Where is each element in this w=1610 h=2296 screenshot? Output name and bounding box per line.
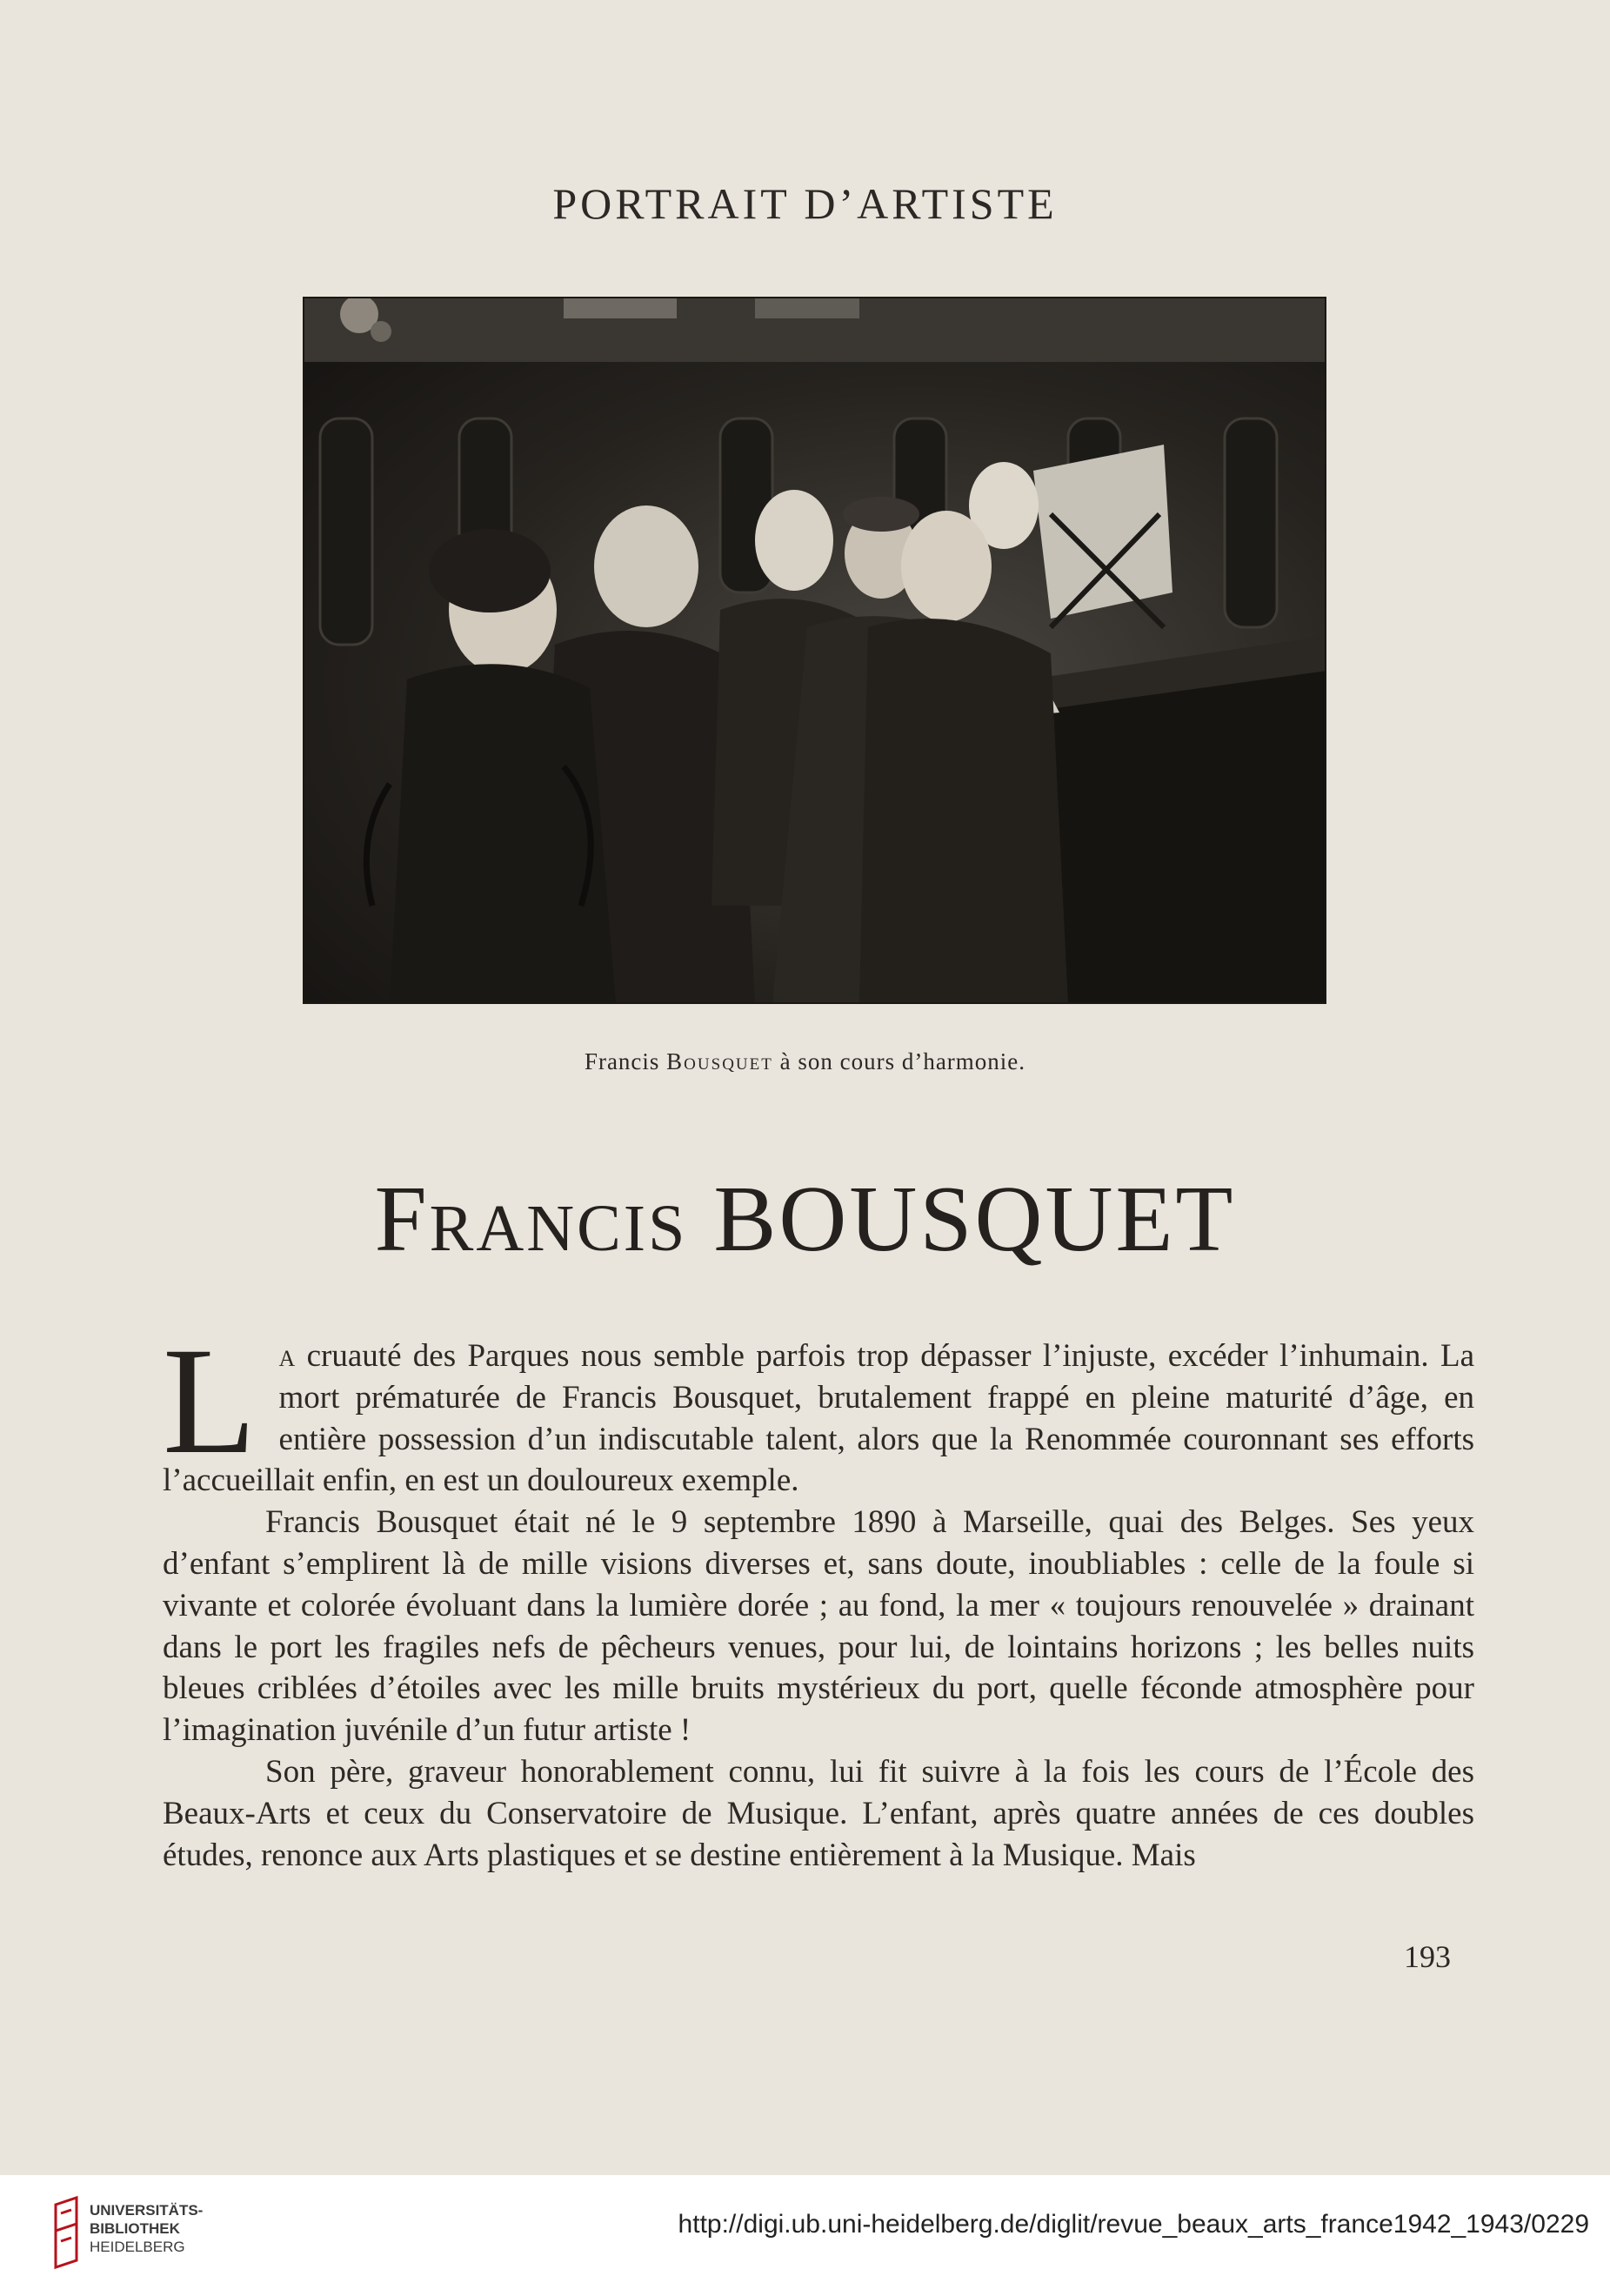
photograph-piano-lesson (303, 297, 1326, 1004)
section-title: PORTRAIT D’ARTISTE (552, 179, 1058, 228)
article-title-first-name: Francis (374, 1168, 688, 1271)
library-logo-icon (52, 2194, 84, 2277)
source-url[interactable]: http://digi.ub.uni-heidelberg.de/diglit/revue_beaux_arts_france1942_1943/0229 (678, 2210, 1589, 2239)
paragraph-1 (163, 1316, 1475, 1502)
caption-surname: Bousquet (666, 1048, 773, 1074)
article-title-surname: BOUSQUET (713, 1168, 1236, 1271)
paragraph-2: Francis Bousquet était né le 9 septembre 1890 à Marseille, quai des Belges. Ses yeux d’enfant s’emplirent là de mille visions diverses et, sans doute, inoubliables : celle de la foule si vivante et colorée évoluant dans la lumière dorée ; au fond, la mer « toujours renouvelée » drainant dans le port les fragiles nefs de pêcheurs venues, pour lui, de lointains horizons ; les belles nuits bleues criblées d’étoiles avec les mille bruits mystérieux du port, quelle féconde atmosphère pour l’imagination juvénile d’un futur artiste ! (163, 1504, 1474, 1749)
caption-text: à son cours d’harmonie. (779, 1048, 1026, 1074)
caption-first-name: Francis (584, 1048, 660, 1074)
library-name (90, 2201, 203, 2256)
paragraph-1-text: cruauté des Parques nous semble parfois trop dépasser l’injuste, excéder l’inhumain. La mort prématurée de Francis Bousquet, brutalement frappé en pleine maturité d’âge, en entière possession d’un indiscutable talent, alors que la Renommée couronnant ses efforts l’accueillait enfin, en est un douloureux exemple. (163, 1338, 1475, 1499)
library-name-line-1: UNIVERSITÄTS- (90, 2202, 204, 2219)
photograph-image (303, 297, 1326, 1004)
photo-caption (0, 1048, 1610, 1075)
article-body (163, 1316, 1475, 1876)
article-title (0, 1166, 1610, 1274)
lead-word: a (278, 1338, 296, 1374)
library-name-line-3: HEIDELBERG (90, 2239, 185, 2255)
footer-bar (0, 2175, 1610, 2296)
library-name-line-2: BIBLIOTHEK (90, 2220, 180, 2237)
drop-cap: L (163, 1316, 257, 1486)
paragraph-3: Son père, graveur honorablement connu, lui fit suivre à la fois les cours de l’École des Beaux-Arts et ceux du Conservatoire de Musique. L’enfant, après quatre années de ces doubles études, renonce aux Arts plastiques et se destine entièrement à la Musique. Mais (163, 1753, 1474, 1873)
page-number: 193 (1404, 1939, 1451, 1974)
